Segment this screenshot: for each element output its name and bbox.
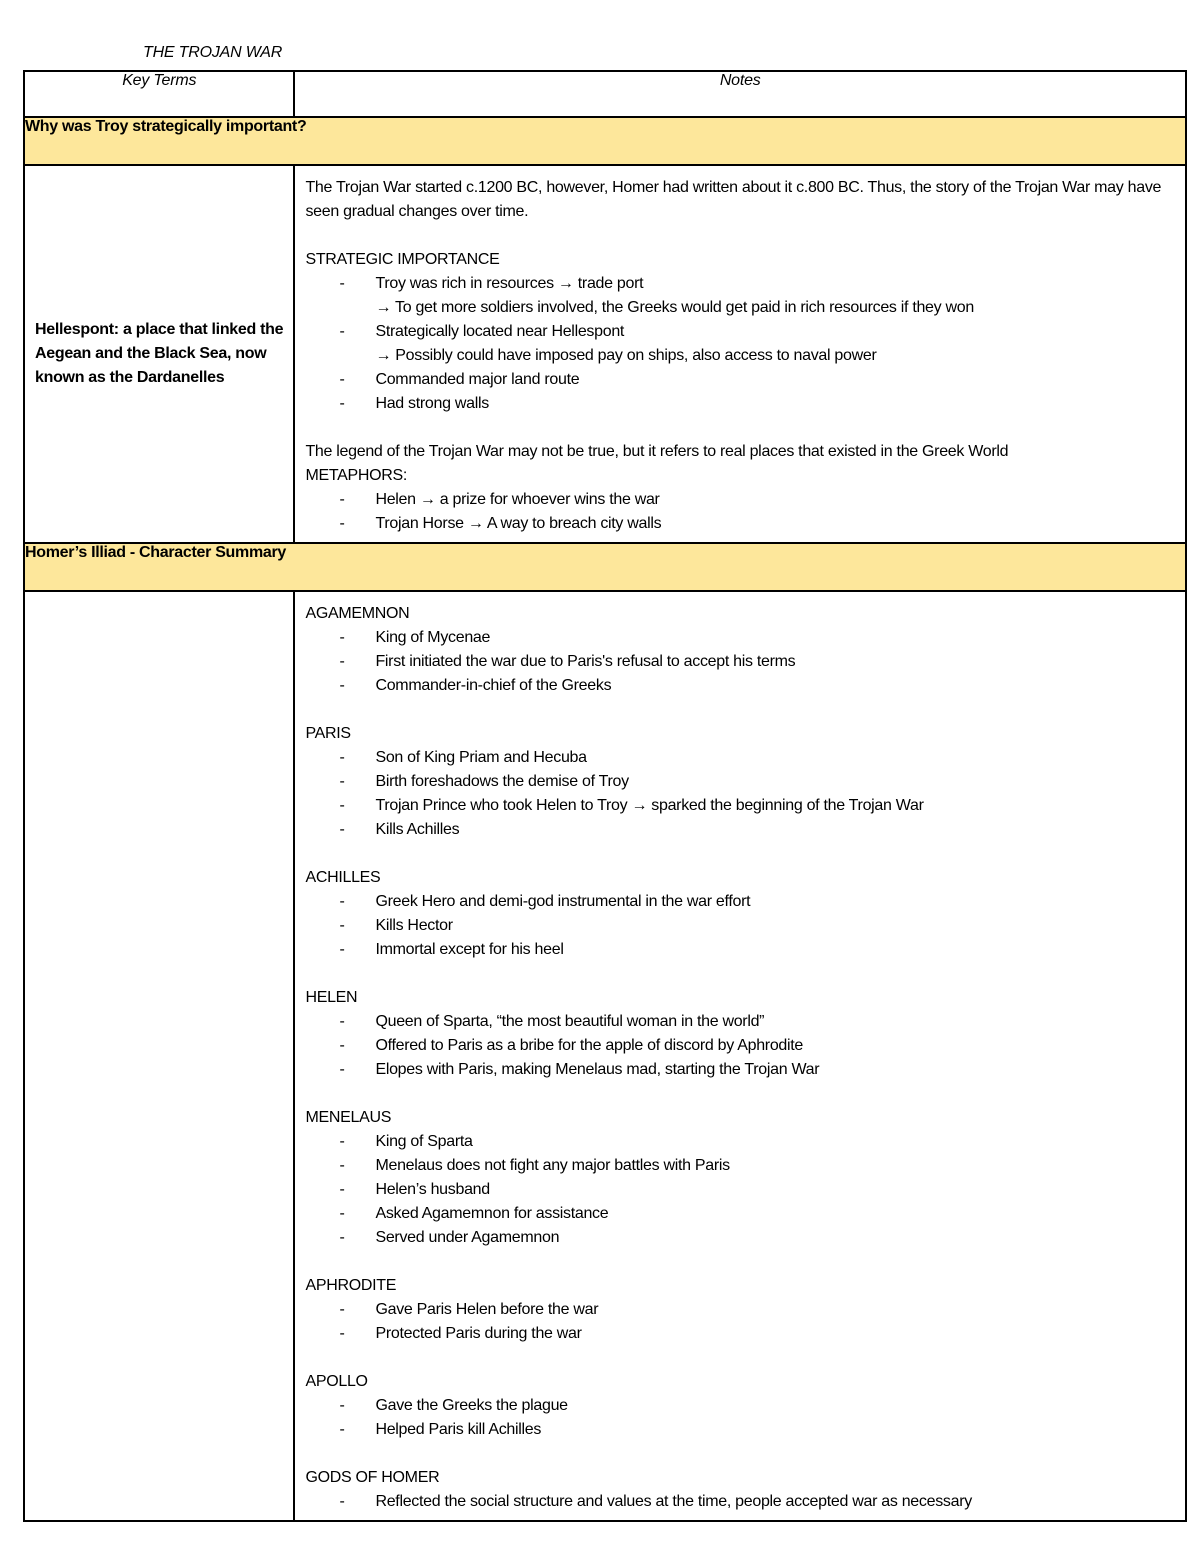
list-item: - Queen of Sparta, “the most beautiful woman in the world” — [305, 1010, 1175, 1034]
key-term: Hellespont: a place that linked the Aegean and the Black Sea, now known as the Dardanelles — [24, 165, 294, 543]
list-item: - Asked Agamemnon for assistance — [305, 1202, 1175, 1226]
list-item: - King of Sparta — [305, 1130, 1175, 1154]
key-term-empty — [24, 591, 294, 1521]
character-list — [305, 1010, 1175, 1082]
list-item: - Commanded major land route — [305, 368, 1175, 392]
list-item: - Menelaus does not fight any major battles with Paris — [305, 1154, 1175, 1178]
list-item: - Immortal except for his heel — [305, 938, 1175, 962]
character-name: GODS OF HOMER — [305, 1469, 440, 1486]
list-item: - Kills Achilles — [305, 818, 1175, 842]
list-item: - Trojan Prince who took Helen to Troy → sparked the beginning of the Trojan War — [305, 794, 1175, 818]
character-list — [305, 1490, 1175, 1514]
list-item: - Commander-in-chief of the Greeks — [305, 674, 1175, 698]
character-list — [305, 1130, 1175, 1250]
list-item: - Helen → a prize for whoever wins the war — [305, 488, 1175, 512]
list-item: - Greek Hero and demi-god instrumental in the war effort — [305, 890, 1175, 914]
character-list — [305, 1298, 1175, 1346]
notes-table — [23, 70, 1187, 1522]
character-list — [305, 890, 1175, 962]
strategic-heading: STRATEGIC IMPORTANCE — [305, 251, 500, 268]
character-name: APOLLO — [305, 1373, 368, 1390]
metaphors-list — [305, 488, 1175, 536]
list-item: - King of Mycenae — [305, 626, 1175, 650]
character-name: HELEN — [305, 989, 358, 1006]
list-item: - First initiated the war due to Paris's refusal to accept his terms — [305, 650, 1175, 674]
section-title: Homer’s Illiad - Character Summary — [24, 543, 1186, 591]
character-name: PARIS — [305, 725, 351, 742]
character-list — [305, 746, 1175, 842]
list-item: - Gave the Greeks the plague — [305, 1394, 1175, 1418]
list-item: - Birth foreshadows the demise of Troy — [305, 770, 1175, 794]
list-item: - Had strong walls — [305, 392, 1175, 416]
list-item: - Helen’s husband — [305, 1178, 1175, 1202]
section-title: Why was Troy strategically important? — [24, 117, 1186, 165]
list-item: - Served under Agamemnon — [305, 1226, 1175, 1250]
legend-paragraph: The legend of the Trojan War may not be true, but it refers to real places that existed in the Greek World — [305, 443, 1009, 460]
character-name: APHRODITE — [305, 1277, 397, 1294]
strategic-list — [305, 272, 1175, 416]
list-subitem: → To get more soldiers involved, the Greeks would get paid in rich resources if they won — [375, 299, 974, 316]
list-item: - Protected Paris during the war — [305, 1322, 1175, 1346]
list-subitem: → Possibly could have imposed pay on ships, also access to naval power — [375, 347, 877, 364]
character-name: AGAMEMNON — [305, 605, 410, 622]
list-item: - Offered to Paris as a bribe for the apple of discord by Aphrodite — [305, 1034, 1175, 1058]
list-item: - Helped Paris kill Achilles — [305, 1418, 1175, 1442]
list-item: - Troy was rich in resources → trade port — [305, 272, 1175, 296]
notes-header: Notes — [294, 71, 1186, 117]
table-row — [24, 591, 1186, 1521]
list-item: - Son of King Priam and Hecuba — [305, 746, 1175, 770]
list-item: - Elopes with Paris, making Menelaus mad, starting the Trojan War — [305, 1058, 1175, 1082]
table-row — [24, 165, 1186, 543]
intro-paragraph: The Trojan War started c.1200 BC, however, Homer had written about it c.800 BC. Thus, the story of the Trojan War may have seen gradual changes over time. — [305, 179, 1162, 220]
list-item: - Reflected the social structure and values at the time, people accepted war as necessary — [305, 1490, 1175, 1514]
character-name: ACHILLES — [305, 869, 381, 886]
character-list — [305, 1394, 1175, 1442]
notes-cell — [294, 165, 1186, 543]
list-item: - Trojan Horse → A way to breach city walls — [305, 512, 1175, 536]
list-item: - Gave Paris Helen before the war — [305, 1298, 1175, 1322]
metaphors-heading: METAPHORS: — [305, 467, 408, 484]
character-list — [305, 626, 1175, 698]
page-title: THE TROJAN WAR — [143, 44, 283, 61]
list-item: - Kills Hector — [305, 914, 1175, 938]
list-item: - Strategically located near Hellespont — [305, 320, 1175, 344]
key-terms-header: Key Terms — [24, 71, 294, 117]
characters-cell — [294, 591, 1186, 1521]
section-row-strategic — [24, 117, 1186, 165]
table-header-row — [24, 71, 1186, 117]
character-name: MENELAUS — [305, 1109, 392, 1126]
section-row-characters — [24, 543, 1186, 591]
